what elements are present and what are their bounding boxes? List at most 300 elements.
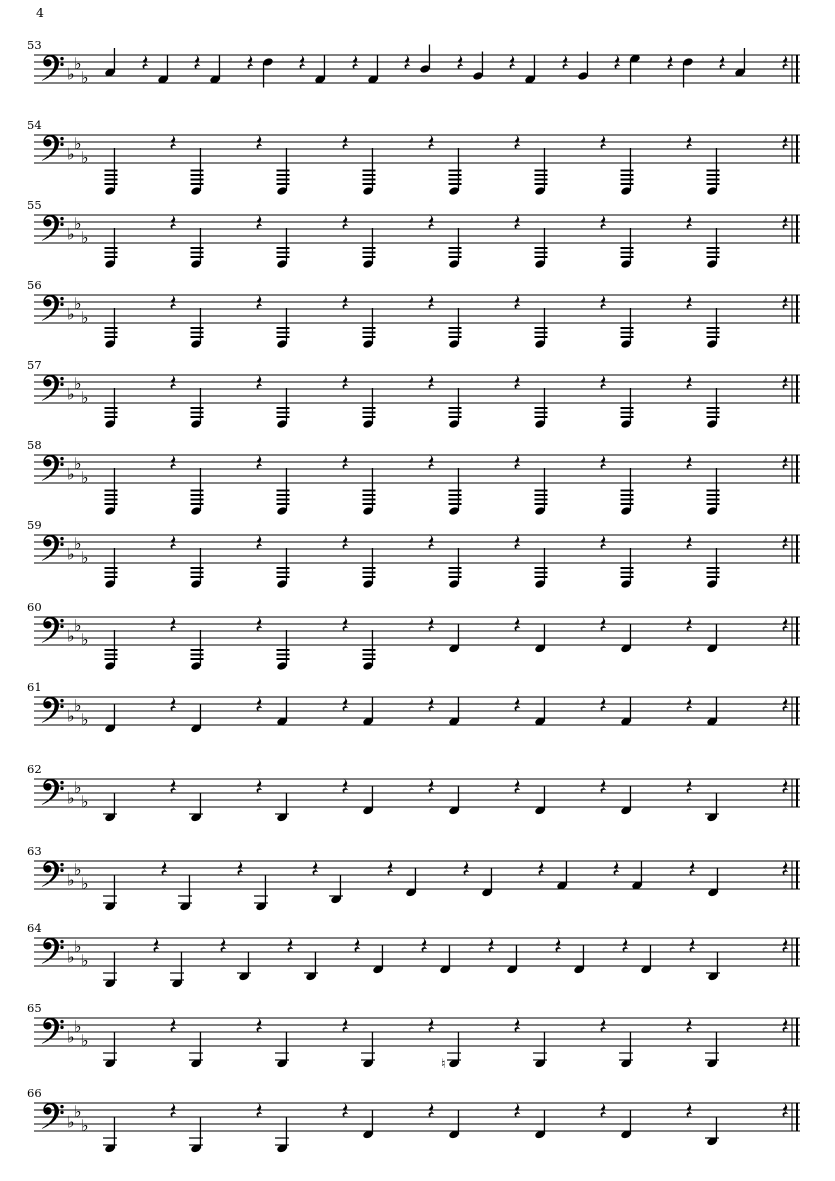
tremolo-bar <box>363 183 376 185</box>
tremolo-bar <box>191 170 204 172</box>
tremolo-bar <box>277 336 290 338</box>
tremolo-bar <box>621 332 634 334</box>
tremolo-bar <box>621 576 634 578</box>
tremolo-note <box>706 228 719 269</box>
tremolo-bar <box>449 174 462 176</box>
staff-line <box>34 389 800 390</box>
system-61 <box>27 680 800 733</box>
flat-icon: ♭ <box>67 1027 75 1047</box>
note-stem <box>716 548 717 584</box>
tremolo-bar <box>621 174 634 176</box>
note-stem <box>544 308 545 344</box>
note <box>640 945 652 974</box>
bass-clef-icon <box>42 861 64 887</box>
note-stem <box>315 952 316 977</box>
staff-line <box>34 83 800 84</box>
tremolo-bar <box>363 412 376 414</box>
measure-number: 62 <box>27 762 42 776</box>
tremolo-bar <box>535 567 548 569</box>
tremolo-bar <box>277 174 290 176</box>
tremolo-note <box>534 148 547 196</box>
note-stem <box>716 228 717 264</box>
measure-number: 65 <box>27 1001 42 1015</box>
note <box>372 945 384 974</box>
staff-line <box>34 1103 800 1104</box>
barline-thick <box>796 697 798 726</box>
measure-number: 59 <box>27 518 42 532</box>
barline-thin <box>792 135 793 164</box>
note-stem <box>717 952 718 977</box>
note <box>441 1032 461 1072</box>
tremolo-note <box>620 308 633 349</box>
note <box>104 704 116 733</box>
measure-number: 64 <box>27 921 42 935</box>
staff-line <box>34 549 800 550</box>
tremolo-bar <box>707 170 720 172</box>
tremolo-bar <box>449 336 462 338</box>
tremolo-bar <box>363 567 376 569</box>
staff-line <box>34 624 800 625</box>
staff-line <box>34 952 800 953</box>
note-stem <box>583 945 584 970</box>
flat-icon: ♭ <box>67 464 75 484</box>
system-59 <box>27 518 800 589</box>
tremolo-bar <box>535 503 548 505</box>
note-stem <box>200 704 201 729</box>
note-stem <box>286 697 287 722</box>
note-stem <box>114 548 115 584</box>
note-stem <box>544 1110 545 1135</box>
staff-line <box>34 563 800 564</box>
note-stem <box>248 952 249 977</box>
tremolo-bar <box>191 252 204 254</box>
measure-number: 60 <box>27 600 42 614</box>
note-stem <box>286 548 287 584</box>
staff-line <box>34 861 800 862</box>
note <box>189 1032 203 1068</box>
staff-line <box>34 135 800 136</box>
tremolo-bar <box>621 407 634 409</box>
staff-line <box>34 69 800 70</box>
note <box>276 697 288 726</box>
note <box>705 793 719 822</box>
note <box>103 952 117 988</box>
note <box>705 1032 719 1068</box>
tremolo-bar <box>621 494 634 496</box>
tremolo-note <box>534 468 547 516</box>
barline-thick <box>796 455 798 484</box>
staff-line <box>34 535 800 536</box>
note-stem <box>286 1032 287 1064</box>
note <box>361 1032 375 1068</box>
flat-icon: ♭ <box>74 294 82 313</box>
note <box>481 868 493 897</box>
barline-thick <box>796 295 798 324</box>
bass-clef-icon <box>42 697 64 723</box>
tremolo-bar <box>363 256 376 258</box>
note <box>556 861 568 890</box>
tremolo-bar <box>449 572 462 574</box>
note <box>524 55 536 84</box>
staff-line <box>34 476 800 477</box>
staff-lines <box>34 375 800 404</box>
tremolo-bar <box>277 332 290 334</box>
tremolo-bar <box>191 576 204 578</box>
system-57 <box>27 358 800 429</box>
note-stem <box>716 308 717 344</box>
flat-icon: ♭ <box>74 54 82 73</box>
note <box>448 697 460 726</box>
tremolo-bar <box>707 416 720 418</box>
note <box>619 1032 633 1068</box>
staff-line <box>34 711 800 712</box>
tremolo-bar <box>191 407 204 409</box>
tremolo-bar <box>621 567 634 569</box>
tremolo-bar <box>363 494 376 496</box>
system-63 <box>27 844 800 911</box>
tremolo-bar <box>621 170 634 172</box>
note-stem <box>630 1110 631 1135</box>
staff-line <box>34 316 800 317</box>
tremolo-bar <box>449 179 462 181</box>
tremolo-bar <box>363 332 376 334</box>
flat-icon: ♭ <box>67 626 75 646</box>
tremolo-note <box>620 548 633 589</box>
flat-icon: ♭ <box>81 388 89 407</box>
note-stem <box>372 228 373 264</box>
note <box>577 52 589 81</box>
staff-line <box>34 163 800 164</box>
note <box>620 697 632 726</box>
staff-line <box>34 807 800 808</box>
tremolo-note <box>534 388 547 429</box>
note-stem <box>544 1032 545 1064</box>
tremolo-bar <box>191 336 204 338</box>
note-stem <box>167 55 168 80</box>
staff-line <box>34 1117 800 1118</box>
flat-icon: ♭ <box>81 630 89 649</box>
measure-number: 66 <box>27 1086 42 1100</box>
tremolo-bar <box>535 170 548 172</box>
tremolo-bar <box>277 499 290 501</box>
tremolo-bar <box>707 256 720 258</box>
tremolo-note <box>534 308 547 349</box>
barline-thick <box>796 779 798 808</box>
flat-icon: ♭ <box>81 308 89 327</box>
tremolo-bar <box>621 416 634 418</box>
note <box>706 624 718 653</box>
tremolo-note <box>448 148 461 196</box>
tremolo-note <box>362 228 375 269</box>
note-stem <box>372 1110 373 1135</box>
tremolo-note <box>362 388 375 429</box>
tremolo-bar <box>105 503 118 505</box>
staff-line <box>34 469 800 470</box>
staff-lines <box>34 135 800 164</box>
note <box>707 868 719 897</box>
flat-icon: ♭ <box>81 874 89 893</box>
staff-lines <box>34 861 800 890</box>
tremolo-bar <box>363 576 376 578</box>
measure-number: 61 <box>27 680 42 694</box>
note <box>620 1110 632 1139</box>
tremolo-bar <box>105 170 118 172</box>
note-stem <box>114 1117 115 1149</box>
tremolo-bar <box>449 412 462 414</box>
tremolo-note <box>362 468 375 516</box>
flat-icon: ♭ <box>67 706 75 726</box>
tremolo-note <box>276 548 289 589</box>
note-stem <box>114 388 115 424</box>
staff-lines <box>34 215 800 244</box>
staff-line <box>34 966 800 967</box>
flat-icon: ♭ <box>81 951 89 970</box>
note <box>631 861 643 890</box>
tremolo-bar <box>191 327 204 329</box>
staff-line <box>34 1039 800 1040</box>
note <box>534 786 546 815</box>
tremolo-note <box>276 228 289 269</box>
tremolo-bar <box>363 247 376 249</box>
note <box>329 875 343 904</box>
tremolo-bar <box>449 327 462 329</box>
note <box>367 55 379 84</box>
tremolo-bar <box>277 412 290 414</box>
flat-icon: ♭ <box>74 860 82 879</box>
flat-icon: ♭ <box>74 1017 82 1036</box>
tremolo-note <box>104 548 117 589</box>
note <box>534 697 546 726</box>
tremolo-bar <box>707 499 720 501</box>
staff-line <box>34 149 800 150</box>
tremolo-bar <box>535 327 548 329</box>
note-stem <box>114 793 115 818</box>
tremolo-bar <box>535 412 548 414</box>
note-stem <box>429 45 430 70</box>
tremolo-bar <box>449 407 462 409</box>
tremolo-bar <box>535 256 548 258</box>
staff-line <box>34 403 800 404</box>
tremolo-bar <box>449 252 462 254</box>
tremolo-note <box>448 388 461 429</box>
tremolo-bar <box>535 572 548 574</box>
note-stem <box>114 1032 115 1064</box>
barline-thin <box>792 55 793 84</box>
note-stem <box>200 308 201 344</box>
flat-icon: ♭ <box>81 548 89 567</box>
staff-line <box>34 142 800 143</box>
tremolo-bar <box>105 494 118 496</box>
staff-lines <box>34 1018 800 1047</box>
tremolo-note <box>276 308 289 349</box>
staff-line <box>34 556 800 557</box>
note-stem <box>200 793 201 818</box>
bass-clef-icon <box>42 535 64 561</box>
tremolo-bar <box>449 256 462 258</box>
note <box>189 1117 203 1153</box>
tremolo-bar <box>363 649 376 651</box>
note-stem <box>372 308 373 344</box>
staff-line <box>34 617 800 618</box>
system-58 <box>27 438 800 516</box>
tremolo-bar <box>363 174 376 176</box>
note-stem <box>372 548 373 584</box>
tremolo-bar <box>621 183 634 185</box>
tremolo-bar <box>535 247 548 249</box>
note-stem <box>114 704 115 729</box>
tremolo-bar <box>707 336 720 338</box>
flat-icon: ♭ <box>67 224 75 244</box>
flat-icon: ♭ <box>81 228 89 247</box>
tremolo-bar <box>449 567 462 569</box>
tremolo-note <box>104 308 117 349</box>
tremolo-bar <box>191 174 204 176</box>
note-stem <box>630 624 631 649</box>
barline-thin <box>792 1018 793 1047</box>
tremolo-bar <box>363 572 376 574</box>
note <box>706 952 720 981</box>
staff-line <box>34 1110 800 1111</box>
barline-thin <box>792 535 793 564</box>
note <box>534 1110 546 1139</box>
tremolo-bar <box>535 183 548 185</box>
tremolo-bar <box>191 332 204 334</box>
tremolo-note <box>104 388 117 429</box>
staff-line <box>34 889 800 890</box>
note <box>472 52 484 81</box>
tremolo-bar <box>105 654 118 656</box>
note-stem <box>286 388 287 424</box>
bass-clef-icon <box>42 55 64 81</box>
tremolo-bar <box>105 256 118 258</box>
note-stem <box>189 875 190 907</box>
staff-line <box>34 302 800 303</box>
flat-icon: ♭ <box>74 534 82 553</box>
note <box>362 1110 374 1139</box>
note-stem <box>516 945 517 970</box>
tremolo-bar <box>105 567 118 569</box>
staff-line <box>34 156 800 157</box>
flat-icon: ♭ <box>74 454 82 473</box>
bass-clef-icon <box>42 1018 64 1044</box>
note-stem <box>716 793 717 818</box>
note-stem <box>372 786 373 811</box>
tremolo-bar <box>277 658 290 660</box>
barline-thick <box>796 135 798 164</box>
tremolo-bar <box>621 252 634 254</box>
note <box>275 1117 289 1153</box>
tremolo-bar <box>277 252 290 254</box>
barline-thick <box>796 617 798 646</box>
tremolo-bar <box>363 416 376 418</box>
barline-thin <box>792 215 793 244</box>
note-stem <box>114 308 115 344</box>
tremolo-note <box>190 388 203 429</box>
tremolo-bar <box>535 179 548 181</box>
tremolo-note <box>534 228 547 269</box>
tremolo-bar <box>707 179 720 181</box>
tremolo-note <box>362 630 375 671</box>
flat-icon: ♭ <box>74 1102 82 1121</box>
tremolo-bar <box>535 490 548 492</box>
tremolo-bar <box>105 174 118 176</box>
note-stem <box>716 1032 717 1064</box>
barline-thin <box>792 938 793 967</box>
tremolo-bar <box>449 494 462 496</box>
staff-line <box>34 645 800 646</box>
tremolo-note <box>190 468 203 516</box>
system-60 <box>27 600 800 671</box>
note-stem <box>286 630 287 666</box>
flat-icon: ♭ <box>67 64 75 84</box>
tremolo-bar <box>277 567 290 569</box>
note <box>620 624 632 653</box>
note-stem <box>372 388 373 424</box>
staff-line <box>34 375 800 376</box>
tremolo-bar <box>363 170 376 172</box>
tremolo-bar <box>621 412 634 414</box>
note-stem <box>265 875 266 907</box>
note <box>533 1032 547 1068</box>
note-stem <box>200 388 201 424</box>
tremolo-bar <box>277 179 290 181</box>
note-stem <box>544 624 545 649</box>
staff-line <box>34 1032 800 1033</box>
tremolo-bar <box>535 407 548 409</box>
note <box>104 48 116 77</box>
tremolo-bar <box>277 327 290 329</box>
note-stem <box>200 548 201 584</box>
tremolo-bar <box>449 490 462 492</box>
staff-line <box>34 1046 800 1047</box>
bass-clef-icon <box>42 1103 64 1129</box>
tremolo-bar <box>707 407 720 409</box>
staff-line <box>34 718 800 719</box>
bass-clef-icon <box>42 215 64 241</box>
note <box>237 952 251 981</box>
flat-icon: ♭ <box>74 214 82 233</box>
staff-line <box>34 779 800 780</box>
tremolo-bar <box>621 499 634 501</box>
tremolo-bar <box>191 179 204 181</box>
note-stem <box>716 697 717 722</box>
note-stem <box>716 1117 717 1142</box>
flat-icon: ♭ <box>81 710 89 729</box>
note <box>209 55 221 84</box>
system-56 <box>27 278 800 349</box>
staff-line <box>34 1124 800 1125</box>
system-66 <box>27 1086 800 1153</box>
note-stem <box>372 630 373 666</box>
flat-icon: ♭ <box>74 778 82 797</box>
flat-icon: ♭ <box>74 134 82 153</box>
bass-clef-icon <box>42 779 64 805</box>
tremolo-bar <box>449 503 462 505</box>
measure-number: 58 <box>27 438 42 452</box>
tremolo-bar <box>363 499 376 501</box>
tremolo-bar <box>535 336 548 338</box>
staff-line <box>34 1018 800 1019</box>
tremolo-bar <box>277 490 290 492</box>
note <box>275 793 289 822</box>
staff-line <box>34 786 800 787</box>
staff-line <box>34 295 800 296</box>
note-stem <box>458 228 459 264</box>
tremolo-note <box>190 308 203 349</box>
tremolo-bar <box>105 327 118 329</box>
measure-number: 56 <box>27 278 42 292</box>
tremolo-note <box>448 468 461 516</box>
